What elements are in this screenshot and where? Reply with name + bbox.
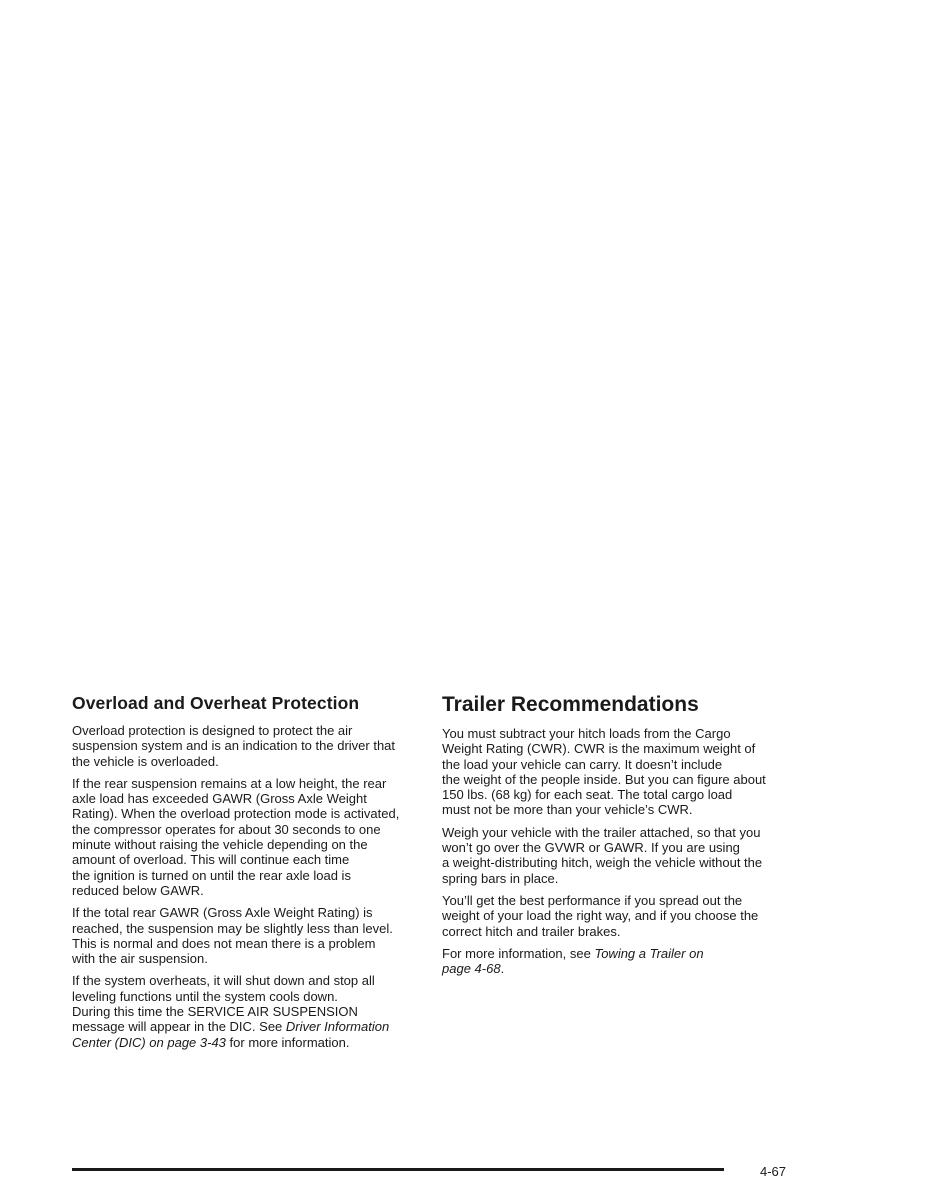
text-line: You must subtract your hitch loads from the Cargo (442, 726, 731, 741)
trailer-paragraph-3 (442, 893, 792, 939)
text-line: You’ll get the best performance if you spread out the (442, 892, 743, 908)
text-run: for more information. (225, 1034, 350, 1050)
overload-paragraph-2 (72, 776, 424, 898)
text-line: Overload protection is designed to protect the air (72, 723, 353, 738)
text-line: axle load has exceeded GAWR (Gross Axle Weight (72, 791, 367, 807)
text-line: If the system overheats, it will shut down and stop all (72, 973, 375, 989)
dic-reference: Driver Information (285, 1019, 390, 1035)
text-line: reached, the suspension may be slightly less than level. (72, 920, 393, 936)
text-line: a weight-distributing hitch, weigh the vehicle without the (442, 855, 763, 871)
text-line (72, 1035, 424, 1050)
text-line: correct hitch and trailer brakes. (442, 923, 621, 939)
towing-reference-page: page 4-68 (442, 961, 501, 977)
text-line: minute without raising the vehicle depending on the (72, 837, 368, 853)
text-line: the compressor operates for about 30 seconds to one (72, 821, 381, 837)
text-line: weight of your load the right way, and if you choose the (442, 908, 759, 924)
text-line: with the air suspension. (72, 951, 208, 967)
towing-reference: Towing a Trailer on (594, 945, 704, 961)
text-line: the load your vehicle can carry. It doesn’t include (442, 756, 723, 772)
text-line: must not be more than your vehicle’s CWR. (442, 802, 693, 818)
text-line: This is normal and does not mean there is a problem (72, 935, 376, 951)
trailer-paragraph-2 (442, 825, 792, 886)
text-run: . (500, 961, 505, 977)
overload-paragraph-3 (72, 905, 424, 966)
text-line: the vehicle is overloaded. (72, 753, 219, 769)
overload-heading: Overload and Overheat Protection (72, 693, 360, 713)
trailer-heading: Trailer Recommendations (442, 693, 699, 716)
dic-reference-page: Center (DIC) on page 3-43 (72, 1034, 226, 1050)
text-line (72, 1019, 424, 1034)
text-line: the weight of the people inside. But you can figure about (442, 771, 766, 787)
footer-rule (72, 1168, 724, 1171)
trailer-paragraph-1 (442, 726, 792, 818)
text-line (442, 946, 792, 961)
overload-paragraph-1 (72, 723, 424, 769)
text-line: amount of overload. This will continue each time (72, 852, 350, 868)
page-number: 4-67 (760, 1164, 787, 1179)
overload-section (72, 692, 424, 1057)
text-line: Weight Rating (CWR). CWR is the maximum weight of (442, 741, 756, 757)
text-run: For more information, see (442, 945, 595, 961)
text-line: leveling functions until the system cools down. (72, 988, 338, 1004)
text-line: the ignition is turned on until the rear axle load is (72, 867, 351, 883)
text-run: message will appear in the DIC. See (72, 1019, 286, 1035)
text-line: Weigh your vehicle with the trailer attached, so that you (442, 824, 761, 840)
text-line: If the rear suspension remains at a low height, the rear (72, 775, 387, 791)
text-line: During this time the SERVICE AIR SUSPENSION (72, 1004, 358, 1020)
text-line: reduced below GAWR. (72, 882, 204, 898)
text-line: suspension system and is an indication to the driver that (72, 738, 396, 754)
text-line: spring bars in place. (442, 870, 559, 886)
trailer-paragraph-4 (442, 946, 792, 977)
text-line: Rating). When the overload protection mode is activated, (72, 806, 400, 822)
trailer-section (442, 692, 792, 983)
text-line: If the total rear GAWR (Gross Axle Weight Rating) is (72, 905, 373, 921)
text-line (442, 961, 792, 976)
text-line: 150 lbs. (68 kg) for each seat. The total cargo load (442, 787, 733, 803)
overload-paragraph-4 (72, 973, 424, 1049)
text-line: won’t go over the GVWR or GAWR. If you are using (442, 840, 740, 856)
